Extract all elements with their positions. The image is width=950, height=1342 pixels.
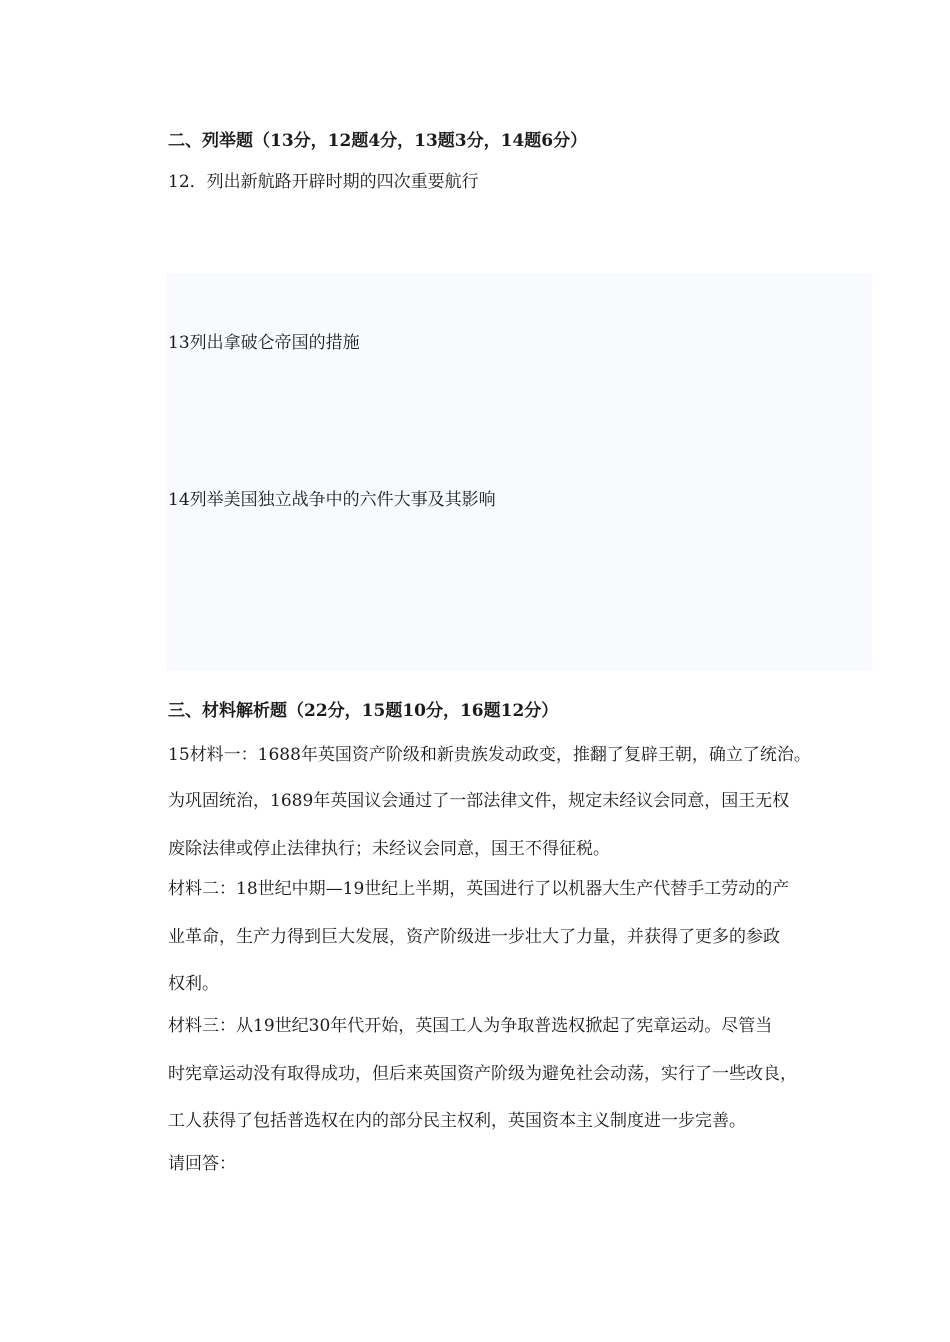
answer-prompt: 请回答： [168,1154,236,1174]
material-2-line-3: 权利。 [168,974,219,994]
material-2-line-1: 材料二：18世纪中期—19世纪上半期，英国进行了以机器大生产代替手工劳动的产 [168,879,790,899]
material-3-line-1: 材料三：从19世纪30年代开始，英国工人为争取普选权掀起了宪章运动。尽管当 [168,1016,773,1036]
section-2-heading: 二、列举题（13分，12题4分，13题3分，14题6分） [168,131,588,151]
question-13: 13列出拿破仑帝国的措施 [168,333,360,353]
question-14: 14列举美国独立战争中的六件大事及其影响 [168,490,496,510]
material-2-line-2: 业革命，生产力得到巨大发展，资产阶级进一步壮大了力量，并获得了更多的参政 [168,927,780,947]
material-1-line-1: 15材料一：1688年英国资产阶级和新贵族发动政变，推翻了复辟王朝，确立了统治。 [168,745,811,765]
material-1-line-2: 为巩固统治，1689年英国议会通过了一部法律文件，规定未经议会同意，国王无权 [168,791,790,811]
material-3-line-2: 时宪章运动没有取得成功，但后来英国资产阶级为避免社会动荡，实行了一些改良， [168,1064,797,1084]
material-1-line-3: 废除法律或停止法律执行；未经议会同意，国王不得征税。 [168,839,610,859]
section-3-heading: 三、材料解析题（22分，15题10分，16题12分） [168,701,559,721]
question-12: 12．列出新航路开辟时期的四次重要航行 [168,172,479,192]
material-3-line-3: 工人获得了包括普选权在内的部分民主权利，英国资本主义制度进一步完善。 [168,1111,746,1131]
